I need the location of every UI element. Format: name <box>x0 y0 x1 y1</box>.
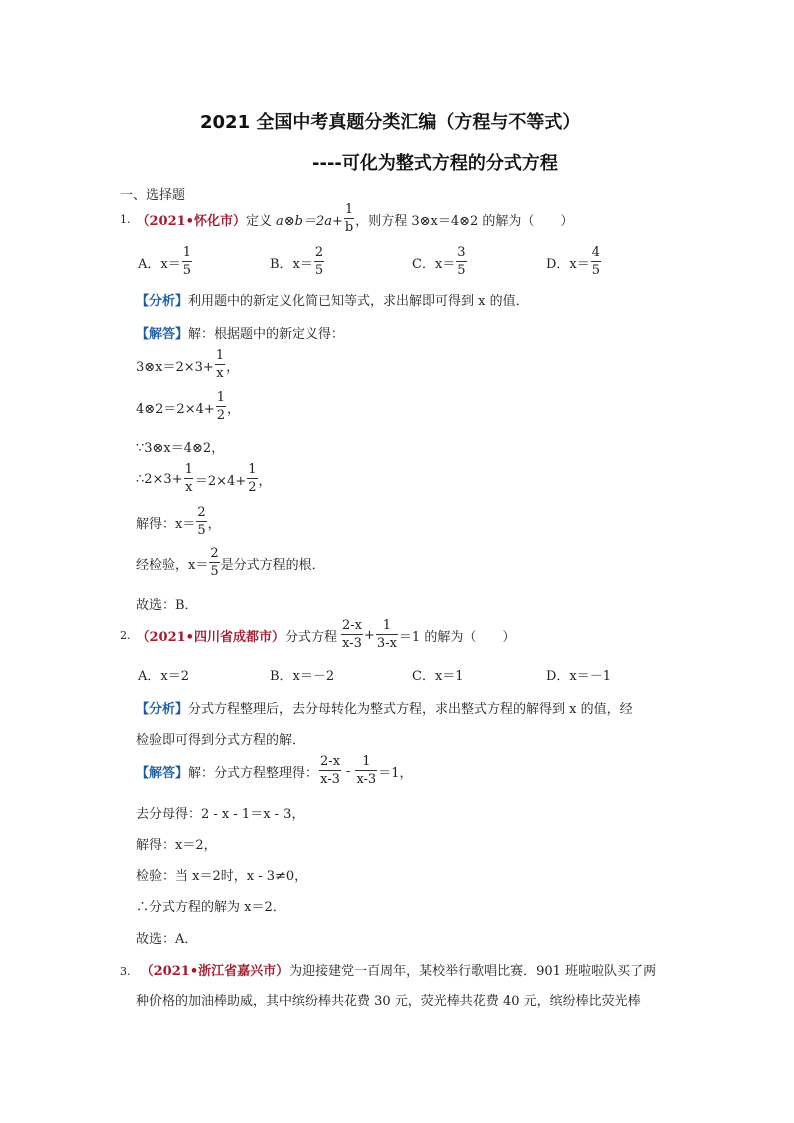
analysis-text: 利用题中的新定义化简已知等式，求出解即可得到 x 的值． <box>188 294 529 309</box>
section-heading: 一、选择题 <box>120 188 186 203</box>
stem-text: 定义 <box>246 214 273 229</box>
question-3-stem: 3. （2021•浙江省嘉兴市）为迎接建党一百周年，某校举行歌唱比赛．901 班啦啦队买了两 <box>120 964 657 979</box>
stem-text: ，则方程 3⊗x＝4⊗2 的解为（ ） <box>355 214 574 229</box>
page-title: 2021 全国中考真题分类汇编（方程与不等式） <box>200 112 581 133</box>
solution-step: 去分母得：2 - x - 1＝x - 3， <box>136 807 305 822</box>
answer-intro: 【解答】解：根据题中的新定义得： <box>136 327 345 342</box>
option-d: D．x＝ $\frac{4}{5}$ <box>546 245 601 278</box>
solution-step: ∴2×3+ $\frac{1}{x}$ ＝2×4+ $\frac{1}{2}$ ， <box>136 462 272 495</box>
question-3-stem-cont: 种价格的加油棒助威，其中缤纷棒共花费 30 元，荧光棒共花费 40 元，缤纷棒比荧光棒 <box>136 994 641 1009</box>
page-subtitle: ----可化为整式方程的分式方程 <box>312 153 558 174</box>
analysis <box>136 290 529 309</box>
analysis: 【分析】分式方程整理后，去分母转化为整式方程，求出整式方程的解得到 x 的值，经 <box>136 702 633 717</box>
analysis-tag: 【分析】 <box>136 702 189 717</box>
option-c: C．x＝1 <box>412 669 464 684</box>
fraction: $\frac{1}{b}$ <box>344 202 354 235</box>
question-2-stem: 2. （2021•四川省成都市） 分式方程 $\frac{2-x}{x-3}$ + $\frac{1}{3-x}$ ＝1 的解为（ ） <box>120 618 516 651</box>
final-choice: 故选：A． <box>136 932 198 947</box>
stem-expression: a⊗b＝2a+ <box>276 214 343 229</box>
question-1-stem <box>120 204 573 235</box>
answer: 【解答】 解：分式方程整理得： $\frac{2-x}{x-3}$ - $\frac{1}{x-3}$ ＝1， <box>136 754 413 787</box>
question-number: 2. <box>120 629 131 642</box>
analysis-tag: 【分析】 <box>136 294 189 309</box>
question-number: 1. <box>120 213 131 226</box>
option-b: B．x＝－2 <box>270 669 335 684</box>
final-choice: 故选：B． <box>136 598 198 613</box>
solution-step: 解得：x＝ $\frac{2}{5}$ ， <box>136 505 221 538</box>
solution-step: ∵3⊗x＝4⊗2， <box>136 441 225 456</box>
analysis-cont: 检验即可得到分式方程的解． <box>136 733 306 748</box>
option-c: C．x＝ $\frac{3}{5}$ <box>412 245 466 278</box>
solution-step: 经检验，x＝ $\frac{2}{5}$ 是分式方程的根． <box>136 546 325 579</box>
solution-step: 检验：当 x＝2时，x - 3≠0， <box>136 869 308 884</box>
question-source: （2021•浙江省嘉兴市） <box>140 964 290 979</box>
option-a: A．x＝ $\frac{1}{5}$ <box>138 245 192 278</box>
option-a: A．x＝2 <box>138 669 189 684</box>
question-source: （2021•四川省成都市） <box>136 630 285 645</box>
solution-step: 4⊗2＝2×4+ $\frac{1}{2}$ ， <box>136 390 241 423</box>
answer-tag: 【解答】 <box>136 327 189 342</box>
question-source: （2021•怀化市） <box>136 214 246 229</box>
solution-step: 3⊗x＝2×3+ $\frac{1}{x}$ ， <box>136 348 240 381</box>
solution-step: 解得：x＝2， <box>136 838 217 853</box>
solution-step: ∴分式方程的解为 x＝2． <box>136 900 286 915</box>
question-number: 3. <box>120 965 131 978</box>
answer-tag: 【解答】 <box>136 766 189 781</box>
option-b: B．x＝ $\frac{2}{5}$ <box>270 245 324 278</box>
option-d: D．x＝－1 <box>546 669 612 684</box>
